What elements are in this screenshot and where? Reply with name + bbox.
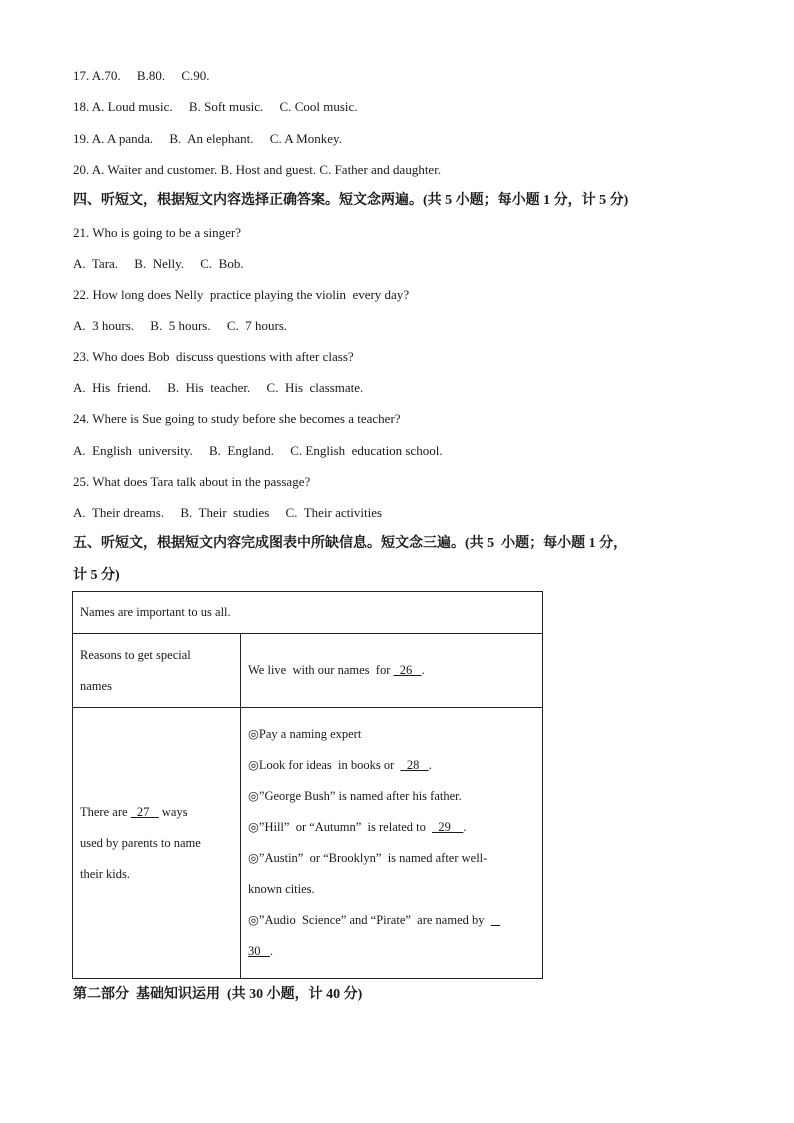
row2-text: There are bbox=[80, 804, 131, 819]
bullet-period: . bbox=[269, 944, 273, 958]
row1-text: We live with our names for bbox=[248, 663, 394, 677]
options-22: A. 3 hours. B. 5 hours. C. 7 hours. bbox=[73, 318, 288, 333]
row2-label-line bbox=[80, 797, 233, 828]
option-line-19: 19. A. A panda. B. An elephant. C. A Monkey. bbox=[73, 131, 342, 146]
blank-30[interactable]: 30 bbox=[248, 944, 270, 958]
bullet-line bbox=[248, 936, 535, 967]
blank-27[interactable]: 27 bbox=[130, 804, 159, 819]
bullet-line: ◎Pay a naming expert bbox=[248, 727, 362, 741]
section4-heading: 四、听短文，根据短文内容选择正确答案。短文念两遍。(共 5 小题；每小题 1 分，计 5 分) bbox=[73, 193, 629, 208]
options-25: A. Their dreams. B. Their studies C. Their activities bbox=[73, 505, 383, 520]
bullet-line bbox=[248, 812, 535, 843]
bullet-period: . bbox=[428, 758, 432, 772]
options-24: A. English university. B. England. C. English education school. bbox=[73, 443, 443, 458]
option-line-18: 18. A. Loud music. B. Soft music. C. Cool music. bbox=[73, 99, 358, 114]
row2-label-line: used by parents to name bbox=[80, 835, 201, 850]
question-21: 21. Who is going to be a singer? bbox=[73, 225, 242, 240]
part2-heading: 第二部分 基础知识运用 (共 30 小题，计 40 分) bbox=[73, 987, 363, 1002]
blank-28[interactable]: 28 bbox=[400, 758, 429, 772]
table-row bbox=[73, 634, 543, 708]
section5-heading-cont: 计 5 分) bbox=[73, 568, 120, 583]
option-line-20: 20. A. Waiter and customer. B. Host and guest. C. Father and daughter. bbox=[73, 162, 442, 177]
bullet-line bbox=[248, 750, 535, 781]
bullet-text: ◎Look for ideas in books or bbox=[248, 758, 401, 772]
bullet-line: ◎”Austin” or “Brooklyn” is named after well- bbox=[248, 851, 488, 865]
bullet-line bbox=[248, 905, 535, 936]
row2-label-line: their kids. bbox=[80, 866, 130, 881]
blank-30-start[interactable] bbox=[491, 913, 500, 927]
bullet-period: . bbox=[463, 820, 467, 834]
question-24: 24. Where is Sue going to study before she becomes a teacher? bbox=[73, 411, 401, 426]
bullet-line: ◎”George Bush” is named after his father. bbox=[248, 789, 462, 803]
row2-label bbox=[73, 708, 241, 979]
row2-content bbox=[241, 708, 543, 979]
question-25: 25. What does Tara talk about in the passage? bbox=[73, 474, 311, 489]
bullet-text: ◎”Hill” or “Autumn” is related to bbox=[248, 820, 433, 834]
table-row bbox=[73, 592, 543, 634]
blank-26[interactable]: 26 bbox=[393, 663, 422, 677]
row1-content bbox=[241, 634, 543, 708]
question-23: 23. Who does Bob discuss questions with after class? bbox=[73, 349, 354, 364]
bullet-line: known cities. bbox=[248, 882, 315, 896]
option-line-17: 17. A.70. B.80. C.90. bbox=[73, 68, 210, 83]
row2-text-post: ways bbox=[158, 804, 188, 819]
section5-heading: 五、听短文，根据短文内容完成图表中所缺信息。短文念三遍。(共 5 小题；每小题 1 分， bbox=[73, 536, 628, 551]
info-table bbox=[72, 591, 543, 979]
row1-label bbox=[73, 634, 241, 708]
blank-29[interactable]: 29 bbox=[432, 820, 464, 834]
options-23: A. His friend. B. His teacher. C. His classmate. bbox=[73, 380, 364, 395]
options-21: A. Tara. B. Nelly. C. Bob. bbox=[73, 256, 244, 271]
row1-period: . bbox=[421, 663, 425, 677]
row1-label-line: Reasons to get special bbox=[80, 647, 191, 662]
table-title: Names are important to us all. bbox=[73, 592, 543, 634]
question-22: 22. How long does Nelly practice playing the violin every day? bbox=[73, 287, 410, 302]
table-row bbox=[73, 708, 543, 979]
row1-label-line: names bbox=[80, 678, 112, 693]
bullet-text: ◎”Audio Science” and “Pirate” are named by bbox=[248, 913, 491, 927]
